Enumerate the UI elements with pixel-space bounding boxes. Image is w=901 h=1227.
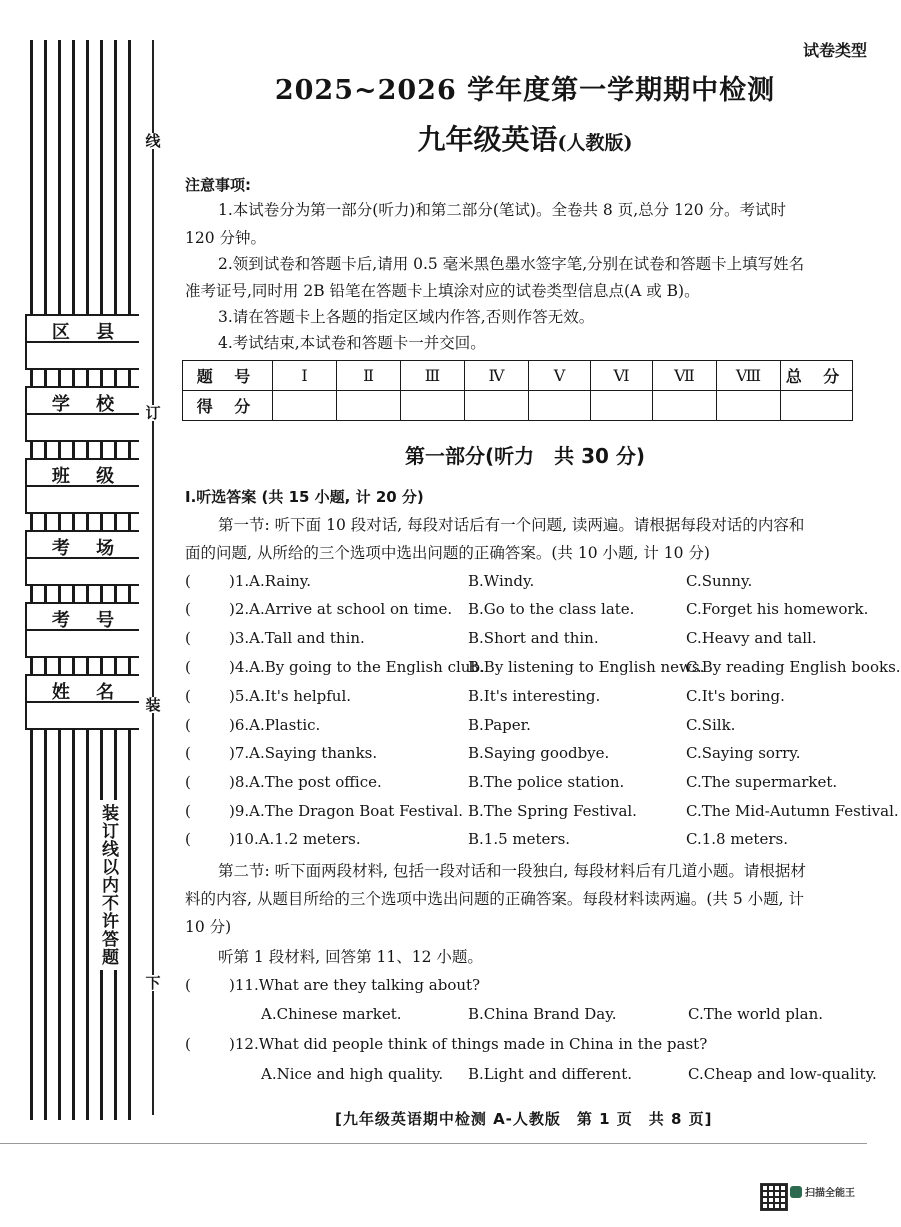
- answer-bracket[interactable]: (: [185, 572, 191, 590]
- option-b: B.Saying goodbye.: [468, 744, 610, 762]
- option-a: )5.A.It's helpful.: [229, 687, 352, 705]
- score-cell: [591, 391, 653, 421]
- option-c: C.The world plan.: [688, 1005, 823, 1023]
- score-row-label: 题 号: [183, 361, 273, 391]
- score-column-header: Ⅶ: [653, 361, 717, 391]
- score-column-header: Ⅱ: [337, 361, 401, 391]
- answer-bracket[interactable]: (: [185, 773, 191, 791]
- binding-marker-ding: 订: [145, 404, 161, 422]
- score-cell: [717, 391, 781, 421]
- score-cell: [401, 391, 465, 421]
- binding-marker-zhuang: 装: [145, 696, 161, 714]
- question-options: [185, 1065, 877, 1089]
- option-a: )9.A.The Dragon Boat Festival.: [229, 802, 464, 820]
- score-row-label: 得 分: [183, 391, 273, 421]
- score-cell: [781, 391, 853, 421]
- score-cell: [465, 391, 529, 421]
- answer-bracket[interactable]: (: [185, 976, 191, 994]
- bottom-rule: [0, 1143, 867, 1144]
- question-row: [185, 572, 867, 596]
- field-school[interactable]: [25, 386, 139, 442]
- question-row: [185, 716, 867, 740]
- qr-code-icon: [760, 1183, 788, 1211]
- section-heading: Ⅰ.听选答案 (共 15 小题, 计 20 分): [185, 488, 424, 506]
- option-b: B.1.5 meters.: [468, 830, 571, 848]
- score-column-header: Ⅳ: [465, 361, 529, 391]
- exam-subject: [180, 118, 870, 158]
- question-row: [185, 802, 899, 826]
- subject-name: 九年级英语: [417, 123, 558, 156]
- score-cell: [273, 391, 337, 421]
- option-c: C.By reading English books.: [686, 658, 901, 676]
- answer-bracket[interactable]: (: [185, 658, 191, 676]
- binding-warning: 装订线以内不许答题: [96, 800, 121, 970]
- option-a: )8.A.The post office.: [229, 773, 382, 791]
- question-options: [185, 1005, 867, 1029]
- option-a: )4.A.By going to the English club.: [229, 658, 485, 676]
- notice-item: 3.请在答题卡上各题的指定区域内作答,否则作答无效。: [218, 308, 595, 326]
- option-c: C.Saying sorry.: [686, 744, 801, 762]
- field-exam-number[interactable]: [25, 602, 139, 658]
- option-b: B.Go to the class late.: [468, 600, 635, 618]
- section2-intro: 10 分): [185, 918, 232, 936]
- answer-bracket[interactable]: (: [185, 744, 191, 762]
- section1-intro: 第一节: 听下面 10 段对话, 每段对话后有一个问题, 读两遍。请根据每段对话的内容和: [218, 516, 805, 534]
- option-a: )6.A.Plastic.: [229, 716, 321, 734]
- field-class[interactable]: [25, 458, 139, 514]
- option-c: C.The supermarket.: [686, 773, 838, 791]
- score-table-header-row: [183, 361, 853, 391]
- binding-marker-xia: 下: [145, 974, 161, 992]
- option-c: C.Sunny.: [686, 572, 753, 590]
- answer-bracket[interactable]: (: [185, 687, 191, 705]
- notice-item: 4.考试结束,本试卷和答题卡一并交回。: [218, 334, 486, 352]
- score-table: [182, 360, 853, 421]
- option-c: C.It's boring.: [686, 687, 785, 705]
- paper-type-label: 试卷类型: [802, 41, 867, 60]
- scanner-watermark: 扫描全能王: [805, 1188, 855, 1199]
- page-footer: [九年级英语期中检测 A-人教版 第 1 页 共 8 页]: [335, 1110, 713, 1128]
- question-row: [185, 629, 867, 653]
- score-column-header: Ⅰ: [273, 361, 337, 391]
- option-a: )7.A.Saying thanks.: [229, 744, 378, 762]
- option-b: B.It's interesting.: [468, 687, 601, 705]
- field-label: 考 场: [51, 538, 125, 559]
- option-c: C.Silk.: [686, 716, 736, 734]
- section1-intro: 面的问题, 从所给的三个选项中选出问题的正确答案。(共 10 小题, 计 10 分): [185, 544, 710, 562]
- answer-bracket[interactable]: (: [185, 716, 191, 734]
- option-c: C.The Mid-Autumn Festival.: [686, 802, 899, 820]
- section2-intro: 第二节: 听下面两段材料, 包括一段对话和一段独白, 每段材料后有几道小题。请根据材: [218, 862, 806, 880]
- option-c: C.Cheap and low-quality.: [688, 1065, 877, 1083]
- option-b: B.Light and different.: [468, 1065, 633, 1083]
- question-row: [185, 600, 867, 624]
- question-row: [185, 830, 867, 854]
- option-c: C.Forget his homework.: [686, 600, 869, 618]
- option-a: )2.A.Arrive at school on time.: [229, 600, 453, 618]
- exam-title: 2025~2026 学年度第一学期期中检测: [274, 75, 776, 106]
- answer-bracket[interactable]: (: [185, 830, 191, 848]
- score-table-value-row: [183, 391, 853, 421]
- field-district[interactable]: [25, 314, 139, 370]
- question-row: [185, 976, 867, 1000]
- score-column-header: 总 分: [781, 361, 853, 391]
- answer-bracket[interactable]: (: [185, 629, 191, 647]
- score-cell: [529, 391, 591, 421]
- material-note: 听第 1 段材料, 回答第 11、12 小题。: [218, 948, 483, 966]
- score-column-header: Ⅷ: [717, 361, 781, 391]
- scanner-logo-icon: [790, 1186, 802, 1198]
- field-label: 区 县: [51, 322, 125, 343]
- answer-bracket[interactable]: (: [185, 600, 191, 618]
- option-b: B.Short and thin.: [468, 629, 599, 647]
- score-cell: [337, 391, 401, 421]
- option-a: )1.A.Rainy.: [229, 572, 312, 590]
- field-label: 学 校: [51, 394, 125, 415]
- score-column-header: Ⅴ: [529, 361, 591, 391]
- field-label: 班 级: [51, 466, 125, 487]
- option-a: A.Nice and high quality.: [261, 1065, 444, 1083]
- notice-item: 120 分钟。: [185, 229, 267, 247]
- score-cell: [653, 391, 717, 421]
- notice-item: 2.领到试卷和答题卡后,请用 0.5 毫米黑色墨水签字笔,分别在试卷和答题卡上填写姓名: [218, 255, 805, 273]
- field-label: 考 号: [51, 610, 125, 631]
- field-exam-room[interactable]: [25, 530, 139, 586]
- option-b: B.Paper.: [468, 716, 531, 734]
- notice-heading: 注意事项:: [185, 176, 251, 194]
- binding-line: [152, 40, 154, 1115]
- option-c: C.1.8 meters.: [686, 830, 788, 848]
- part1-title: 第一部分(听力 共 30 分): [404, 444, 646, 468]
- option-b: B.The police station.: [468, 773, 625, 791]
- notice-item: 1.本试卷分为第一部分(听力)和第二部分(笔试)。全卷共 8 页,总分 120 分。考试时: [218, 201, 787, 219]
- notice-item: 准考证号,同时用 2B 铅笔在答题卡上填涂对应的试卷类型信息点(A 或 B)。: [185, 282, 700, 300]
- binding-marker-xian: 线: [145, 132, 161, 150]
- answer-bracket[interactable]: (: [185, 802, 191, 820]
- option-c: C.Heavy and tall.: [686, 629, 817, 647]
- option-a: )3.A.Tall and thin.: [229, 629, 365, 647]
- answer-bracket[interactable]: (: [185, 1035, 191, 1053]
- question-stem: )12.What did people think of things made in China in the past?: [229, 1035, 708, 1053]
- question-row: [185, 687, 867, 711]
- question-stem: )11.What are they talking about?: [229, 976, 481, 994]
- question-row: [185, 744, 867, 768]
- option-a: A.Chinese market.: [261, 1005, 402, 1023]
- question-row: [185, 658, 901, 682]
- option-b: B.The Spring Festival.: [468, 802, 637, 820]
- question-row: [185, 1035, 867, 1059]
- score-column-header: Ⅵ: [591, 361, 653, 391]
- option-b: B.Windy.: [468, 572, 535, 590]
- option-b: B.China Brand Day.: [468, 1005, 617, 1023]
- option-b: B.By listening to English news.: [468, 658, 705, 676]
- option-a: )10.A.1.2 meters.: [229, 830, 361, 848]
- field-label: 姓 名: [51, 682, 125, 703]
- field-name[interactable]: [25, 674, 139, 730]
- edition-label: (人教版): [557, 132, 633, 154]
- score-column-header: Ⅲ: [401, 361, 465, 391]
- question-row: [185, 773, 867, 797]
- section2-intro: 料的内容, 从题目所给的三个选项中选出问题的正确答案。每段材料读两遍。(共 5 小题, 计: [185, 890, 804, 908]
